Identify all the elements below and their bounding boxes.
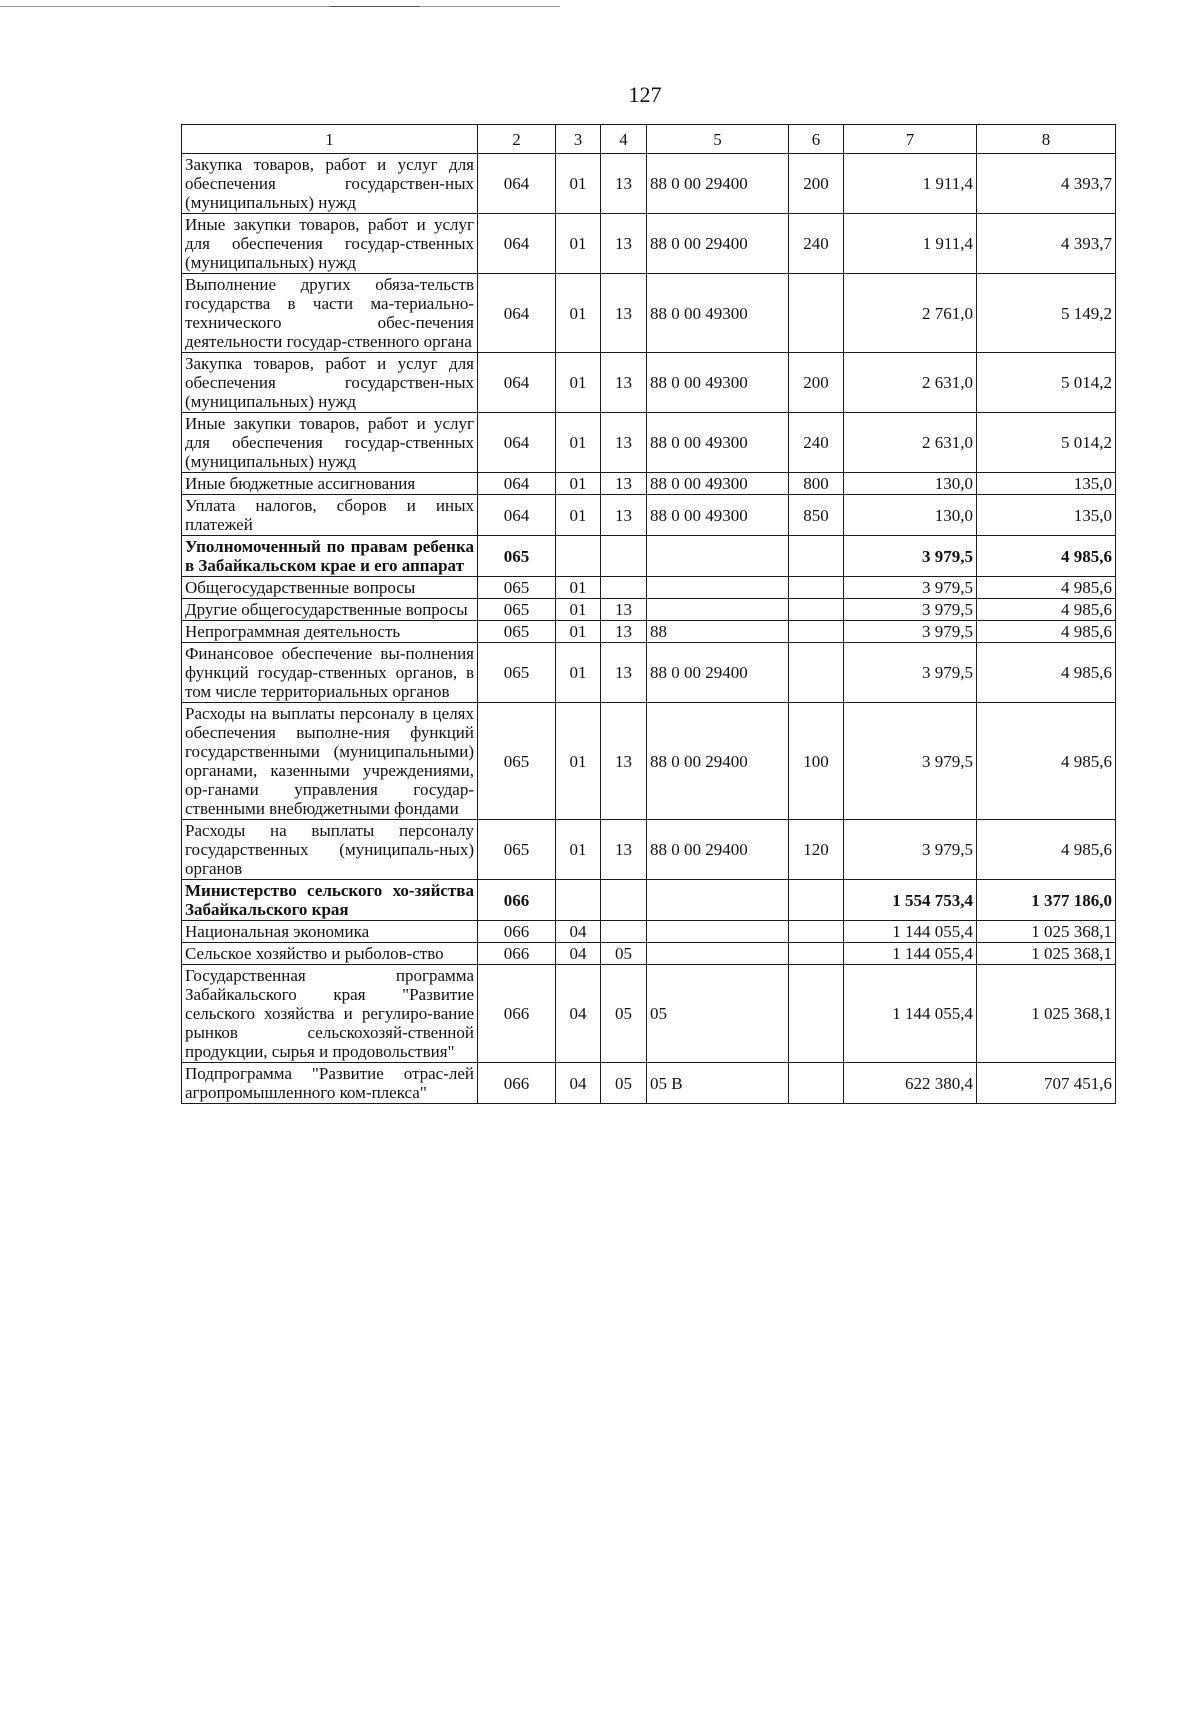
expense-type-cell [789,643,844,703]
section-code-cell: 01 [556,274,601,353]
target-article-cell: 05 [647,965,789,1063]
expense-type-cell: 120 [789,820,844,880]
expense-type-cell [789,880,844,921]
expense-type-cell: 200 [789,154,844,214]
amount-year2-cell: 5 014,2 [977,353,1116,413]
target-article-cell: 88 0 00 29400 [647,154,789,214]
amount-year1-cell: 3 979,5 [844,536,977,577]
admin-code-cell: 064 [478,214,556,274]
column-header: 7 [844,125,977,154]
subsection-code-cell: 13 [601,154,647,214]
subsection-code-cell [601,536,647,577]
row-name-cell: Общегосударственные вопросы [182,577,478,599]
row-name-cell: Закупка товаров, работ и услуг для обеспечения государствен-ных (муниципальных) нужд [182,353,478,413]
target-article-cell [647,536,789,577]
admin-code-cell: 066 [478,880,556,921]
table-row [182,621,1116,643]
subsection-code-cell: 05 [601,943,647,965]
section-code-cell: 01 [556,473,601,495]
subsection-code-cell: 13 [601,274,647,353]
target-article-cell [647,880,789,921]
row-name-cell: Расходы на выплаты персоналу в целях обеспечения выполне-ния функций государственными (муниципальными) органами, казенными учреждениями, ор-ганами управления государ-ственными внебюджетными фондами [182,703,478,820]
target-article-cell [647,921,789,943]
table-row [182,703,1116,820]
subsection-code-cell: 13 [601,703,647,820]
section-code-cell: 01 [556,495,601,536]
subsection-code-cell: 13 [601,413,647,473]
table-row [182,577,1116,599]
target-article-cell: 88 0 00 29400 [647,643,789,703]
table-row [182,965,1116,1063]
expense-type-cell [789,1063,844,1104]
target-article-cell [647,943,789,965]
admin-code-cell: 065 [478,621,556,643]
amount-year1-cell: 1 554 753,4 [844,880,977,921]
target-article-cell [647,577,789,599]
amount-year2-cell: 707 451,6 [977,1063,1116,1104]
amount-year1-cell: 130,0 [844,473,977,495]
amount-year2-cell: 1 377 186,0 [977,880,1116,921]
page-number: 127 [628,82,662,107]
admin-code-cell: 064 [478,495,556,536]
expense-type-cell [789,965,844,1063]
amount-year2-cell: 4 985,6 [977,643,1116,703]
section-code-cell: 04 [556,1063,601,1104]
subsection-code-cell: 13 [601,820,647,880]
amount-year1-cell: 2 761,0 [844,274,977,353]
section-code-cell: 01 [556,353,601,413]
amount-year2-cell: 4 985,6 [977,621,1116,643]
amount-year2-cell: 4 985,6 [977,536,1116,577]
amount-year1-cell: 3 979,5 [844,820,977,880]
budget-table [181,124,1116,1104]
section-code-cell: 01 [556,820,601,880]
target-article-cell: 88 0 00 49300 [647,495,789,536]
row-name-cell: Национальная экономика [182,921,478,943]
table-row [182,643,1116,703]
expense-type-cell [789,943,844,965]
column-header: 4 [601,125,647,154]
subsection-code-cell: 13 [601,621,647,643]
table-row [182,943,1116,965]
section-code-cell: 01 [556,577,601,599]
table-row [182,1063,1116,1104]
expense-type-cell: 800 [789,473,844,495]
row-name-cell: Министерство сельского хо-зяйства Забайкальского края [182,880,478,921]
expense-type-cell: 240 [789,214,844,274]
amount-year2-cell: 4 985,6 [977,599,1116,621]
column-header: 1 [182,125,478,154]
table-row [182,495,1116,536]
amount-year1-cell: 3 979,5 [844,643,977,703]
admin-code-cell: 066 [478,965,556,1063]
row-name-cell: Иные бюджетные ассигнования [182,473,478,495]
section-code-cell: 01 [556,413,601,473]
column-header: 6 [789,125,844,154]
section-code-cell: 01 [556,703,601,820]
amount-year2-cell: 5 014,2 [977,413,1116,473]
amount-year1-cell: 2 631,0 [844,413,977,473]
table-header-row [182,125,1116,154]
amount-year1-cell: 1 911,4 [844,154,977,214]
amount-year1-cell: 1 144 055,4 [844,921,977,943]
amount-year1-cell: 1 144 055,4 [844,943,977,965]
target-article-cell: 88 0 00 29400 [647,703,789,820]
table-row [182,413,1116,473]
subsection-code-cell [601,880,647,921]
admin-code-cell: 066 [478,1063,556,1104]
expense-type-cell: 850 [789,495,844,536]
row-name-cell: Выполнение других обяза-тельств государства в части ма-териально-технического обес-печения деятельности государ-ственного органа [182,274,478,353]
table-row [182,921,1116,943]
target-article-cell: 88 0 00 29400 [647,820,789,880]
subsection-code-cell: 13 [601,599,647,621]
row-name-cell: Уплата налогов, сборов и иных платежей [182,495,478,536]
admin-code-cell: 064 [478,413,556,473]
subsection-code-cell: 13 [601,353,647,413]
table-body [182,154,1116,1104]
amount-year1-cell: 3 979,5 [844,599,977,621]
amount-year2-cell: 4 985,6 [977,577,1116,599]
amount-year2-cell: 1 025 368,1 [977,943,1116,965]
amount-year1-cell: 3 979,5 [844,621,977,643]
table-row [182,599,1116,621]
subsection-code-cell: 13 [601,214,647,274]
admin-code-cell: 065 [478,643,556,703]
admin-code-cell: 064 [478,473,556,495]
subsection-code-cell: 13 [601,643,647,703]
amount-year2-cell: 4 393,7 [977,214,1116,274]
target-article-cell: 88 0 00 49300 [647,353,789,413]
row-name-cell: Сельское хозяйство и рыболов-ство [182,943,478,965]
admin-code-cell: 065 [478,703,556,820]
subsection-code-cell: 13 [601,495,647,536]
amount-year1-cell: 2 631,0 [844,353,977,413]
column-header: 5 [647,125,789,154]
amount-year2-cell: 1 025 368,1 [977,921,1116,943]
subsection-code-cell: 05 [601,965,647,1063]
expense-type-cell [789,536,844,577]
table-row [182,154,1116,214]
subsection-code-cell: 05 [601,1063,647,1104]
expense-type-cell: 200 [789,353,844,413]
row-name-cell: Государственная программа Забайкальского края "Развитие сельского хозяйства и регулиро-вание рынков сельскохозяй-ственной продукции, сырья и продовольствия" [182,965,478,1063]
amount-year2-cell: 4 393,7 [977,154,1116,214]
section-code-cell: 01 [556,154,601,214]
admin-code-cell: 065 [478,820,556,880]
admin-code-cell: 064 [478,154,556,214]
scan-artifact-line [0,6,560,7]
row-name-cell: Подпрограмма "Развитие отрас-лей агропромышленного ком-плекса" [182,1063,478,1104]
target-article-cell: 88 0 00 49300 [647,274,789,353]
section-code-cell: 01 [556,621,601,643]
row-name-cell: Непрограммная деятельность [182,621,478,643]
section-code-cell: 04 [556,965,601,1063]
admin-code-cell: 064 [478,353,556,413]
row-name-cell: Иные закупки товаров, работ и услуг для обеспечения государ-ственных (муниципальных) нужд [182,413,478,473]
target-article-cell: 88 [647,621,789,643]
admin-code-cell: 065 [478,599,556,621]
expense-type-cell: 240 [789,413,844,473]
section-code-cell: 01 [556,214,601,274]
admin-code-cell: 066 [478,921,556,943]
admin-code-cell: 065 [478,577,556,599]
column-header: 8 [977,125,1116,154]
target-article-cell: 88 0 00 49300 [647,413,789,473]
amount-year2-cell: 135,0 [977,495,1116,536]
expense-type-cell: 100 [789,703,844,820]
amount-year1-cell: 3 979,5 [844,577,977,599]
subsection-code-cell [601,921,647,943]
table-row [182,274,1116,353]
row-name-cell: Уполномоченный по правам ребенка в Забайкальском крае и его аппарат [182,536,478,577]
amount-year1-cell: 3 979,5 [844,703,977,820]
table-row [182,473,1116,495]
row-name-cell: Иные закупки товаров, работ и услуг для обеспечения государ-ственных (муниципальных) нужд [182,214,478,274]
row-name-cell: Расходы на выплаты персоналу государственных (муниципаль-ных) органов [182,820,478,880]
section-code-cell [556,536,601,577]
expense-type-cell [789,921,844,943]
target-article-cell: 05 В [647,1063,789,1104]
subsection-code-cell: 13 [601,473,647,495]
row-name-cell: Финансовое обеспечение вы-полнения функций государ-ственных органов, в том числе территориальных органов [182,643,478,703]
target-article-cell [647,599,789,621]
column-header: 3 [556,125,601,154]
section-code-cell: 01 [556,643,601,703]
target-article-cell: 88 0 00 49300 [647,473,789,495]
expense-type-cell [789,599,844,621]
section-code-cell: 01 [556,599,601,621]
amount-year2-cell: 4 985,6 [977,820,1116,880]
table-row [182,820,1116,880]
table-row [182,536,1116,577]
column-header: 2 [478,125,556,154]
table-row [182,214,1116,274]
amount-year2-cell: 4 985,6 [977,703,1116,820]
amount-year1-cell: 1 144 055,4 [844,965,977,1063]
amount-year1-cell: 130,0 [844,495,977,536]
amount-year2-cell: 1 025 368,1 [977,965,1116,1063]
amount-year2-cell: 135,0 [977,473,1116,495]
table-row [182,880,1116,921]
admin-code-cell: 065 [478,536,556,577]
section-code-cell [556,880,601,921]
expense-type-cell [789,274,844,353]
amount-year2-cell: 5 149,2 [977,274,1116,353]
scan-artifact-line [330,6,420,7]
section-code-cell: 04 [556,921,601,943]
section-code-cell: 04 [556,943,601,965]
row-name-cell: Закупка товаров, работ и услуг для обеспечения государствен-ных (муниципальных) нужд [182,154,478,214]
subsection-code-cell [601,577,647,599]
table-row [182,353,1116,413]
admin-code-cell: 066 [478,943,556,965]
admin-code-cell: 064 [478,274,556,353]
row-name-cell: Другие общегосударственные вопросы [182,599,478,621]
amount-year1-cell: 1 911,4 [844,214,977,274]
amount-year1-cell: 622 380,4 [844,1063,977,1104]
expense-type-cell [789,621,844,643]
expense-type-cell [789,577,844,599]
target-article-cell: 88 0 00 29400 [647,214,789,274]
